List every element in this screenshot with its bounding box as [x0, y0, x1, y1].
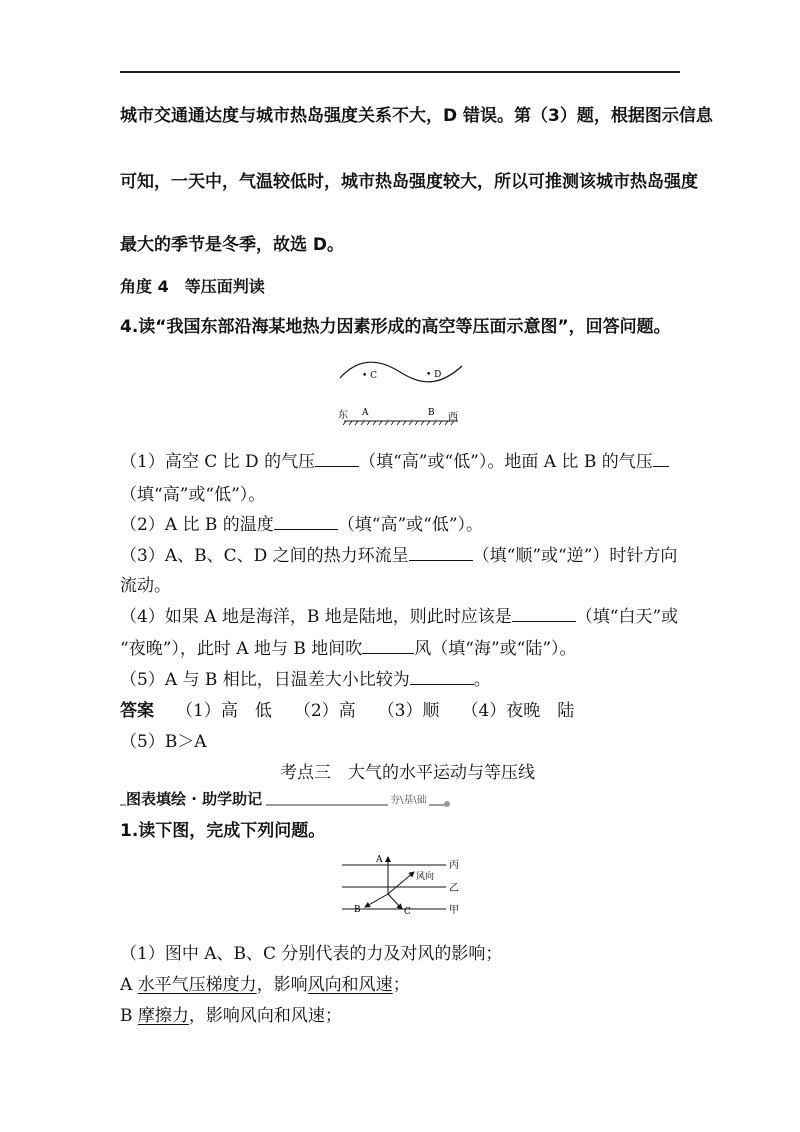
sub-question-1: （1）图中 A、B、C 分别代表的力及对风的影响； [120, 944, 503, 964]
ground-a-label: A [362, 408, 369, 418]
section3-question-1: 1.读下图，完成下列问题。 [120, 821, 326, 841]
answer-1: （1）高 低 [176, 701, 272, 721]
prev-answer-line-2: 可知，一天中，气温较低时，城市热岛强度较大，所以可推测该城市热岛强度 [120, 172, 698, 192]
point-c-label: • C [362, 371, 378, 381]
q4-part4-line1 [120, 607, 678, 627]
q4-part3-line1 [120, 546, 677, 566]
force-b-arrow [365, 894, 388, 907]
top-rule [120, 71, 680, 73]
angle4-heading: 角度 4 等压面判读 [120, 277, 265, 296]
section3-title: 考点三 大气的水平运动与等压线 [280, 763, 535, 783]
q3-text-b: （填“顺”或“逆”）时针方向 [472, 546, 678, 566]
q1-blank-1[interactable] [315, 452, 359, 467]
force-a-end: ； [392, 975, 410, 995]
q1-text-b: （填“高”或“低”）。地面 A 比 B 的气压 [359, 452, 653, 472]
answer-5: （5）B＞A [120, 732, 207, 752]
answer-3: （3）顺 [377, 701, 440, 721]
east-label: 东 [338, 410, 348, 421]
force-b-rest: ，影响风向和风速； [188, 1006, 342, 1026]
isobar-yi-label: 乙 [449, 883, 459, 894]
banner-title: 图表填绘 · 助学助记 [126, 788, 266, 809]
q4-blank-1[interactable] [512, 607, 576, 622]
q1-text-a: （1）高空 C 比 D 的气压 [120, 452, 316, 472]
q4-part3-line2: 流动。 [120, 576, 171, 596]
wind-direction-arrow [388, 872, 414, 894]
force-a-answer: 水平气压梯度力 [137, 975, 257, 995]
force-c-label: C [404, 907, 411, 917]
q4-part5 [120, 670, 491, 690]
q4-text-a: （4）如果 A 地是海洋，B 地是陆地，则此时应该是 [120, 607, 512, 627]
west-label: 西 [448, 412, 458, 423]
q5-text-b: 。 [473, 670, 491, 690]
ground-hatching [343, 421, 454, 425]
force-b-prefix: B [120, 1006, 138, 1026]
question-4: 4.读“我国东部沿海某地热力因素形成的高空等压面示意图”，回答问题。 [120, 317, 671, 337]
q2-text-a: （2）A 比 B 的温度 [120, 515, 274, 535]
answer-4: （4）夜晚 陆 [461, 701, 575, 721]
wind-direction-label: 风向 [416, 872, 435, 882]
q4-part4-line2 [120, 639, 577, 659]
q4-blank-2[interactable] [362, 639, 414, 654]
banner-tag: 夯\基\础 [388, 791, 429, 806]
answer-label: 答案 [120, 701, 154, 721]
q3-text-a: （3）A、B、C、D 之间的热力环流呈 [120, 546, 409, 566]
answer-line [120, 701, 574, 721]
isobar-bing-label: 丙 [449, 860, 459, 871]
force-b-label: B [354, 905, 361, 915]
isobaric-surface-figure [336, 358, 466, 430]
q4-text-c: “夜晚”），此时 A 地与 B 地间吹 [120, 639, 363, 659]
q4-text-b: （填“白天”或 [575, 607, 679, 627]
isobar-jia-label: 甲 [449, 905, 459, 916]
prev-answer-line-1: 城市交通通达度与城市热岛强度关系不大，D 错误。第（3）题，根据图示信息 [120, 106, 713, 126]
point-d-label: • D [426, 370, 442, 380]
force-a-prefix: A [120, 975, 138, 995]
force-b-line [120, 1006, 342, 1026]
q4-part1-line1 [120, 452, 669, 472]
banner-dot [444, 801, 450, 807]
q2-blank[interactable] [274, 515, 338, 530]
force-a-effect: 风向和风速 [307, 975, 393, 995]
force-a-line [120, 975, 410, 995]
force-b-answer: 摩擦力 [137, 1006, 189, 1026]
q3-blank[interactable] [409, 546, 473, 561]
q4-part1-line2: （填“高”或“低”）。 [120, 485, 266, 505]
force-a-label: A [376, 855, 383, 865]
wind-forces-figure [338, 852, 468, 922]
q2-text-b: （填“高”或“低”）。 [337, 515, 484, 535]
q4-part2 [120, 515, 483, 535]
q4-text-d: 风（填“海”或“陆”）。 [414, 639, 577, 659]
ground-b-label: B [428, 408, 435, 418]
q1-blank-2[interactable] [653, 452, 669, 467]
isobaric-surface-curve [340, 362, 462, 382]
force-c-arrow [388, 894, 402, 909]
q5-text-a: （5）A 与 B 相比，日温差大小比较为 [120, 670, 410, 690]
force-a-mid: ，影响 [256, 975, 308, 995]
prev-answer-line-3: 最大的季节是冬季，故选 D。 [120, 235, 345, 255]
section-banner [120, 788, 450, 808]
q5-blank[interactable] [410, 670, 474, 685]
answer-2: （2）高 [293, 701, 356, 721]
